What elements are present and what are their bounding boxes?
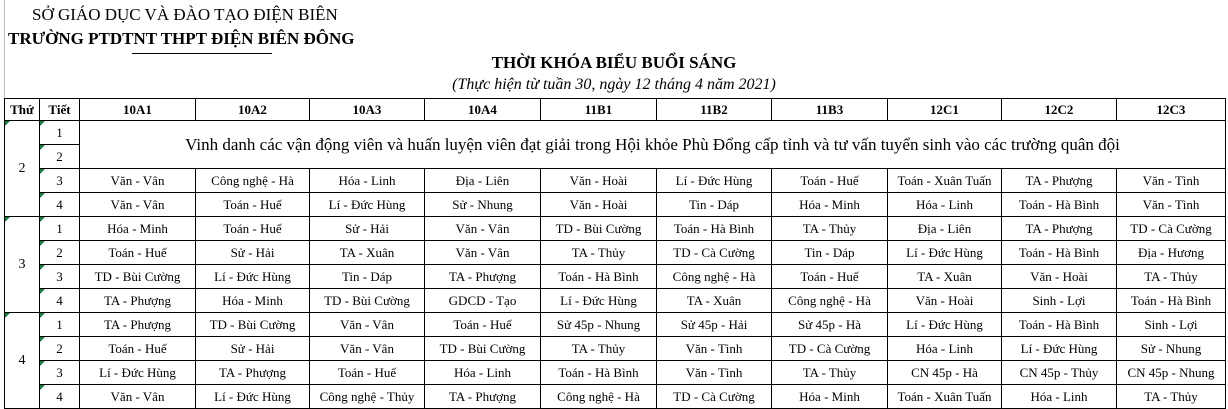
lesson-cell[interactable]: Văn - Vân: [80, 169, 196, 193]
lesson-cell[interactable]: TA - Thủy: [541, 241, 657, 265]
header-class-10a1[interactable]: 10A1: [80, 99, 196, 121]
lesson-cell[interactable]: Lí - Đức Hùng: [657, 169, 772, 193]
lesson-cell[interactable]: Hóa - Linh: [310, 169, 425, 193]
period-cell[interactable]: 1: [40, 121, 80, 145]
lesson-cell[interactable]: TD - Cà Cường: [772, 337, 888, 361]
lesson-cell[interactable]: Công nghệ - Hà: [541, 385, 657, 409]
header-class-12c1[interactable]: 12C1: [888, 99, 1002, 121]
day-cell[interactable]: 3: [5, 217, 40, 313]
lesson-cell[interactable]: Toán - Xuân Tuấn: [888, 385, 1002, 409]
lesson-cell[interactable]: Tin - Dáp: [772, 241, 888, 265]
lesson-cell[interactable]: Toán - Huế: [310, 361, 425, 385]
lesson-cell[interactable]: TA - Phượng: [1002, 217, 1117, 241]
header-class-12c2[interactable]: 12C2: [1002, 99, 1117, 121]
header-class-11b3[interactable]: 11B3: [772, 99, 888, 121]
lesson-cell[interactable]: Hóa - Minh: [772, 193, 888, 217]
lesson-cell[interactable]: Văn - Vân: [310, 313, 425, 337]
lesson-cell[interactable]: Toán - Huế: [196, 193, 310, 217]
period-cell[interactable]: 4: [40, 385, 80, 409]
lesson-cell[interactable]: TD - Cà Cường: [657, 385, 772, 409]
day-cell[interactable]: 4: [5, 313, 40, 409]
lesson-cell[interactable]: CN 45p - Hà: [888, 361, 1002, 385]
lesson-cell[interactable]: Sử - Hải: [196, 337, 310, 361]
lesson-cell[interactable]: Địa - Hương: [1117, 241, 1226, 265]
lesson-cell[interactable]: TD - Bùi Cường: [80, 265, 196, 289]
period-cell[interactable]: 2: [40, 145, 80, 169]
lesson-cell[interactable]: Hóa - Minh: [196, 289, 310, 313]
header-class-12c3[interactable]: 12C3: [1117, 99, 1226, 121]
lesson-cell[interactable]: Toán - Hà Bình: [1002, 313, 1117, 337]
page-subtitle: (Thực hiện từ tuần 30, ngày 12 tháng 4 năm 2021): [452, 76, 776, 93]
lesson-cell[interactable]: TA - Thủy: [1117, 265, 1226, 289]
lesson-cell[interactable]: Văn - Vân: [425, 217, 541, 241]
lesson-cell[interactable]: TA - Phượng: [80, 313, 196, 337]
lesson-cell[interactable]: Toán - Huế: [196, 217, 310, 241]
day-cell[interactable]: 2: [5, 121, 40, 217]
school-name: TRƯỜNG PTDTNT THPT ĐIỆN BIÊN ĐÔNG: [8, 29, 355, 48]
lesson-cell[interactable]: Toán - Hà Bình: [541, 265, 657, 289]
header-class-11b1[interactable]: 11B1: [541, 99, 657, 121]
lesson-cell[interactable]: TA - Phượng: [196, 361, 310, 385]
lesson-cell[interactable]: Toán - Hà Bình: [1002, 241, 1117, 265]
lesson-cell[interactable]: TD - Bùi Cường: [310, 289, 425, 313]
lesson-cell[interactable]: Văn - Tình: [657, 337, 772, 361]
lesson-cell[interactable]: TD - Bùi Cường: [541, 217, 657, 241]
table-row: [5, 265, 1226, 289]
lesson-cell[interactable]: Toán - Huế: [772, 265, 888, 289]
lesson-cell[interactable]: Hóa - Linh: [888, 337, 1002, 361]
period-cell[interactable]: 1: [40, 313, 80, 337]
timetable: [4, 98, 1226, 409]
lesson-cell[interactable]: Toán - Xuân Tuấn: [888, 169, 1002, 193]
lesson-cell[interactable]: Toán - Hà Bình: [541, 361, 657, 385]
lesson-cell[interactable]: Toán - Hà Bình: [657, 217, 772, 241]
lesson-cell[interactable]: Văn - Vân: [80, 193, 196, 217]
lesson-cell[interactable]: Hóa - Linh: [888, 193, 1002, 217]
lesson-cell[interactable]: Văn - Hoài: [541, 193, 657, 217]
lesson-cell[interactable]: TA - Xuân: [888, 265, 1002, 289]
lesson-cell[interactable]: Sử - Hải: [196, 241, 310, 265]
lesson-cell[interactable]: Tin - Dáp: [310, 265, 425, 289]
table-row: [5, 121, 1226, 145]
table-row: [5, 241, 1226, 265]
lesson-cell[interactable]: Toán - Huế: [80, 241, 196, 265]
lesson-cell[interactable]: TA - Phượng: [425, 265, 541, 289]
lesson-cell[interactable]: TD - Cà Cường: [657, 241, 772, 265]
header-class-10a3[interactable]: 10A3: [310, 99, 425, 121]
lesson-cell[interactable]: Lí - Đức Hùng: [80, 361, 196, 385]
lesson-cell[interactable]: TA - Thủy: [1117, 385, 1226, 409]
lesson-cell[interactable]: Lí - Đức Hùng: [196, 265, 310, 289]
lesson-cell[interactable]: Toán - Hà Bình: [1002, 193, 1117, 217]
lesson-cell[interactable]: TD - Cà Cường: [1117, 217, 1226, 241]
lesson-cell[interactable]: Lí - Đức Hùng: [1002, 337, 1117, 361]
lesson-cell[interactable]: TA - Xuân: [310, 241, 425, 265]
lesson-cell[interactable]: Sử 45p - Hải: [657, 313, 772, 337]
table-row: [5, 289, 1226, 313]
lesson-cell[interactable]: Sinh - Lợi: [1002, 289, 1117, 313]
lesson-cell[interactable]: Sử - Hải: [310, 217, 425, 241]
period-cell[interactable]: 2: [40, 337, 80, 361]
table-row: [5, 361, 1226, 385]
table-row: [5, 217, 1226, 241]
lesson-cell[interactable]: Toán - Huế: [425, 313, 541, 337]
lesson-cell[interactable]: TA - Phượng: [1002, 169, 1117, 193]
header-class-10a2[interactable]: 10A2: [196, 99, 310, 121]
header-class-10a4[interactable]: 10A4: [425, 99, 541, 121]
lesson-cell[interactable]: Lí - Đức Hùng: [310, 193, 425, 217]
page-title: THỜI KHÓA BIỂU BUỔI SÁNG: [491, 53, 737, 72]
lesson-cell[interactable]: Văn - Tình: [1117, 169, 1226, 193]
lesson-cell[interactable]: Công nghệ - Hà: [657, 265, 772, 289]
lesson-cell[interactable]: Địa - Liên: [425, 169, 541, 193]
header-class-11b2[interactable]: 11B2: [657, 99, 772, 121]
period-cell[interactable]: 3: [40, 265, 80, 289]
lesson-cell[interactable]: Hóa - Minh: [772, 385, 888, 409]
lesson-cell[interactable]: Văn - Hoài: [888, 289, 1002, 313]
period-cell[interactable]: 2: [40, 241, 80, 265]
header-day[interactable]: Thứ: [5, 99, 40, 121]
period-cell[interactable]: 3: [40, 361, 80, 385]
lesson-cell[interactable]: Sinh - Lợi: [1117, 313, 1226, 337]
lesson-cell[interactable]: Công nghệ - Hà: [196, 169, 310, 193]
lesson-cell[interactable]: Công nghệ - Hà: [772, 289, 888, 313]
lesson-cell[interactable]: Toán - Hà Bình: [1117, 289, 1226, 313]
lesson-cell[interactable]: Văn - Tình: [657, 361, 772, 385]
lesson-cell[interactable]: TA - Thủy: [772, 217, 888, 241]
table-row: [5, 385, 1226, 409]
lesson-cell[interactable]: TA - Thủy: [772, 361, 888, 385]
lesson-cell[interactable]: Văn - Vân: [425, 241, 541, 265]
lesson-cell[interactable]: Toán - Huế: [80, 337, 196, 361]
lesson-cell[interactable]: Tin - Dáp: [657, 193, 772, 217]
merged-announcement-cell[interactable]: Vinh danh các vận động viên và huấn luyện viên đạt giải trong Hội khỏe Phù Đổng cấp tỉnh và tư vấn tuyển sinh vào các trường quân đội: [80, 121, 1226, 169]
lesson-cell[interactable]: TD - Bùi Cường: [196, 313, 310, 337]
department-name: SỞ GIÁO DỤC VÀ ĐÀO TẠO ĐIỆN BIÊN: [32, 5, 338, 24]
period-cell[interactable]: 4: [40, 193, 80, 217]
header-row: [5, 99, 1226, 121]
lesson-cell[interactable]: Toán - Huế: [772, 169, 888, 193]
table-row: [5, 169, 1226, 193]
lesson-cell[interactable]: Hóa - Linh: [425, 361, 541, 385]
table-row: [5, 193, 1226, 217]
lesson-cell[interactable]: Văn - Vân: [80, 385, 196, 409]
lesson-cell[interactable]: Lí - Đức Hùng: [888, 241, 1002, 265]
lesson-cell[interactable]: CN 45p - Thủy: [1002, 361, 1117, 385]
lesson-cell[interactable]: CN 45p - Nhung: [1117, 361, 1226, 385]
lesson-cell[interactable]: Công nghệ - Thủy: [310, 385, 425, 409]
lesson-cell[interactable]: TA - Thủy: [541, 337, 657, 361]
lesson-cell[interactable]: TA - Phượng: [425, 385, 541, 409]
lesson-cell[interactable]: GDCD - Tạo: [425, 289, 541, 313]
lesson-cell[interactable]: TA - Xuân: [657, 289, 772, 313]
lesson-cell[interactable]: Lí - Đức Hùng: [196, 385, 310, 409]
lesson-cell[interactable]: Hóa - Minh: [80, 217, 196, 241]
lesson-cell[interactable]: Văn - Hoài: [541, 169, 657, 193]
period-cell[interactable]: 3: [40, 169, 80, 193]
lesson-cell[interactable]: TA - Phượng: [80, 289, 196, 313]
period-cell[interactable]: 4: [40, 289, 80, 313]
period-cell[interactable]: 1: [40, 217, 80, 241]
lesson-cell[interactable]: Sử 45p - Nhung: [541, 313, 657, 337]
lesson-cell[interactable]: Hóa - Linh: [1002, 385, 1117, 409]
lesson-cell[interactable]: Lí - Đức Hùng: [541, 289, 657, 313]
lesson-cell[interactable]: TD - Bùi Cường: [425, 337, 541, 361]
lesson-cell[interactable]: Địa - Liên: [888, 217, 1002, 241]
lesson-cell[interactable]: Văn - Hoài: [1002, 265, 1117, 289]
header-period[interactable]: Tiết: [40, 99, 80, 121]
lesson-cell[interactable]: Văn - Tình: [1117, 193, 1226, 217]
lesson-cell[interactable]: Lí - Đức Hùng: [888, 313, 1002, 337]
lesson-cell[interactable]: Văn - Vân: [310, 337, 425, 361]
table-row: [5, 337, 1226, 361]
lesson-cell[interactable]: Sử - Nhung: [425, 193, 541, 217]
lesson-cell[interactable]: Sử 45p - Hà: [772, 313, 888, 337]
table-row: [5, 313, 1226, 337]
lesson-cell[interactable]: Sử - Nhung: [1117, 337, 1226, 361]
